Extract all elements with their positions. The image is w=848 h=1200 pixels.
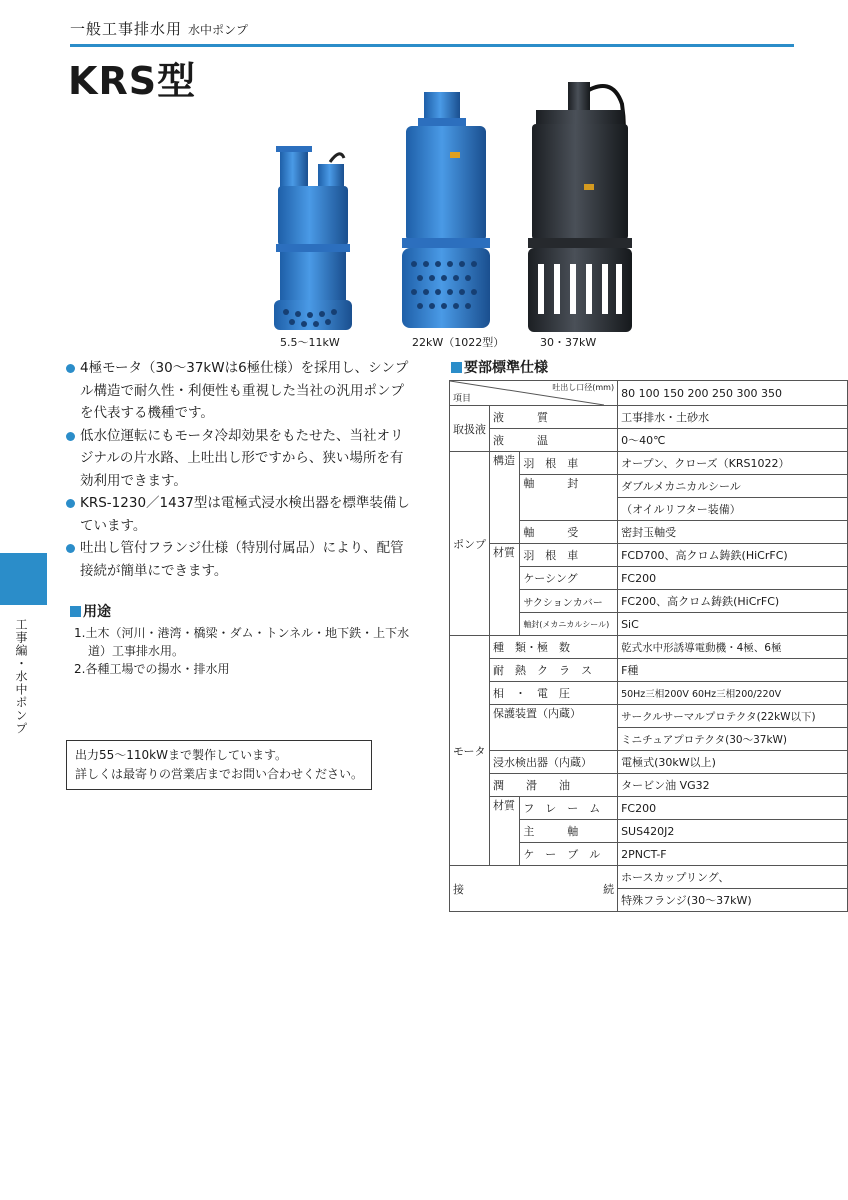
side-label: 工事編・水中ポンプ [14,618,28,735]
row-value: サークルサーマルプロテクタ(22kW以下) [618,705,848,728]
header-rule [70,44,794,47]
row-value: 工事排水・土砂水 [618,406,848,429]
uses-list [74,624,414,678]
diameter-label: 吐出し口径(mm) [552,383,615,392]
row-label: 軸 受 [520,521,618,544]
row-value: FC200 [618,797,848,820]
description-list [66,357,416,582]
row-label: ケ ー ブ ル [520,843,618,866]
row-label: サクションカバー [520,590,618,613]
list-item: 4極モータ（30～37kWは6極仕様）を採用し、シンプル構造で耐久性・利便性も重視した当社の汎用ポンプを代表する機種です。 [66,357,416,425]
row-value: 2PNCT-F [618,843,848,866]
table-header-corner [450,381,618,406]
list-item: 吐出し管付フランジ仕様（特別付属品）により、配管接続が簡単にできます。 [66,537,416,582]
note-line: 詳しくは最寄りの営業店までお問い合わせください。 [75,767,364,781]
row-label: 羽 根 車 [520,544,618,567]
bullet-icon [66,364,75,373]
list-item: KRS-1230／1437型は電極式浸水検出器を標準装備しています。 [66,492,416,537]
row-value: FC200、高クロム鋳鉄(HiCrFC) [618,590,848,613]
pump-image-22kw [398,92,494,332]
row-label: フ レ ー ム [520,797,618,820]
spec-table [449,380,848,912]
row-label: 種 類・極 数 [490,636,618,659]
row-value: 電極式(30kW以上) [618,751,848,774]
row-value: ミニチュアプロテクタ(30～37kW) [618,728,848,751]
caption-small: 5.5～11kW [280,336,340,349]
square-icon [451,362,462,373]
row-value: タービン油 VG32 [618,774,848,797]
row-value: 特殊フランジ(30～37kW) [618,889,848,912]
bullet-icon [66,499,75,508]
uses-heading: 用途 [70,601,111,621]
row-value: SUS420J2 [618,820,848,843]
sub-material: 材質 [490,544,520,636]
row-label: 耐 熱 ク ラ ス [490,659,618,682]
row-value: 乾式水中形誘導電動機・4極、6極 [618,636,848,659]
row-value: ホースカップリング、 [618,866,848,889]
side-tab [0,553,47,605]
row-value: オープン、クローズ（KRS1022） [618,452,848,475]
connection-label: 接 続 [450,866,618,912]
square-icon [70,606,81,617]
row-value: 50Hz三相200V 60Hz三相200/220V [618,682,848,705]
model-title: KRS型 [68,59,197,103]
row-label: 浸水検出器（内蔵） [490,751,618,774]
group-motor: モータ [450,636,490,866]
row-label: 液 質 [490,406,618,429]
row-value: （オイルリフター装備） [618,498,848,521]
bullet-icon [66,432,75,441]
spec-heading: 要部標準仕様 [451,357,548,377]
bullet-icon [66,544,75,553]
sub-material: 材質 [490,797,520,866]
row-value: FC200 [618,567,848,590]
caption-22kw: 22kW（1022型） [412,336,505,349]
row-value: SiC [618,613,848,636]
row-label: 相 ・ 電 圧 [490,682,618,705]
row-label: ケーシング [520,567,618,590]
row-label: 液 温 [490,429,618,452]
row-label: 潤 滑 油 [490,774,618,797]
item-label: 項目 [453,394,472,404]
list-item: 2.各種工場での揚水・排水用 [74,662,230,676]
diameter-values: 80 100 150 200 250 300 350 [618,381,848,406]
caption-30-37kw: 30・37kW [540,336,597,349]
row-label: 軸 封 [520,475,618,521]
row-value: ダブルメカニカルシール [618,475,848,498]
row-value: FCD700、高クロム鋳鉄(HiCrFC) [618,544,848,567]
list-item: 低水位運転にもモータ冷却効果をもたせた、当社オリジナルの片水路、上吐出し形ですから、狭い場所を有効利用できます。 [66,425,416,493]
group-pump: ポンプ [450,452,490,636]
note-box [66,740,372,790]
sub-structure: 構造 [490,452,520,544]
pump-image-30-37kw [522,78,640,334]
subcategory-title: 水中ポンプ [188,23,249,37]
list-item: 1.土木（河川・港湾・橋梁・ダム・トンネル・地下鉄・上下水道）工事排水用。 [74,626,410,658]
row-value: 密封玉軸受 [618,521,848,544]
pump-image-small [268,140,358,332]
row-value: F種 [618,659,848,682]
row-label: 保護装置（内蔵） [490,705,618,751]
row-label: 軸封(メカニカルシール) [520,613,618,636]
row-label: 主 軸 [520,820,618,843]
group-handling: 取扱液 [450,406,490,452]
row-label: 羽 根 車 [520,452,618,475]
row-value: 0～40℃ [618,429,848,452]
category-title: 一般工事排水用 [70,20,183,38]
note-line: 出力55～110kWまで製作しています。 [75,748,288,762]
page-header [70,18,248,39]
